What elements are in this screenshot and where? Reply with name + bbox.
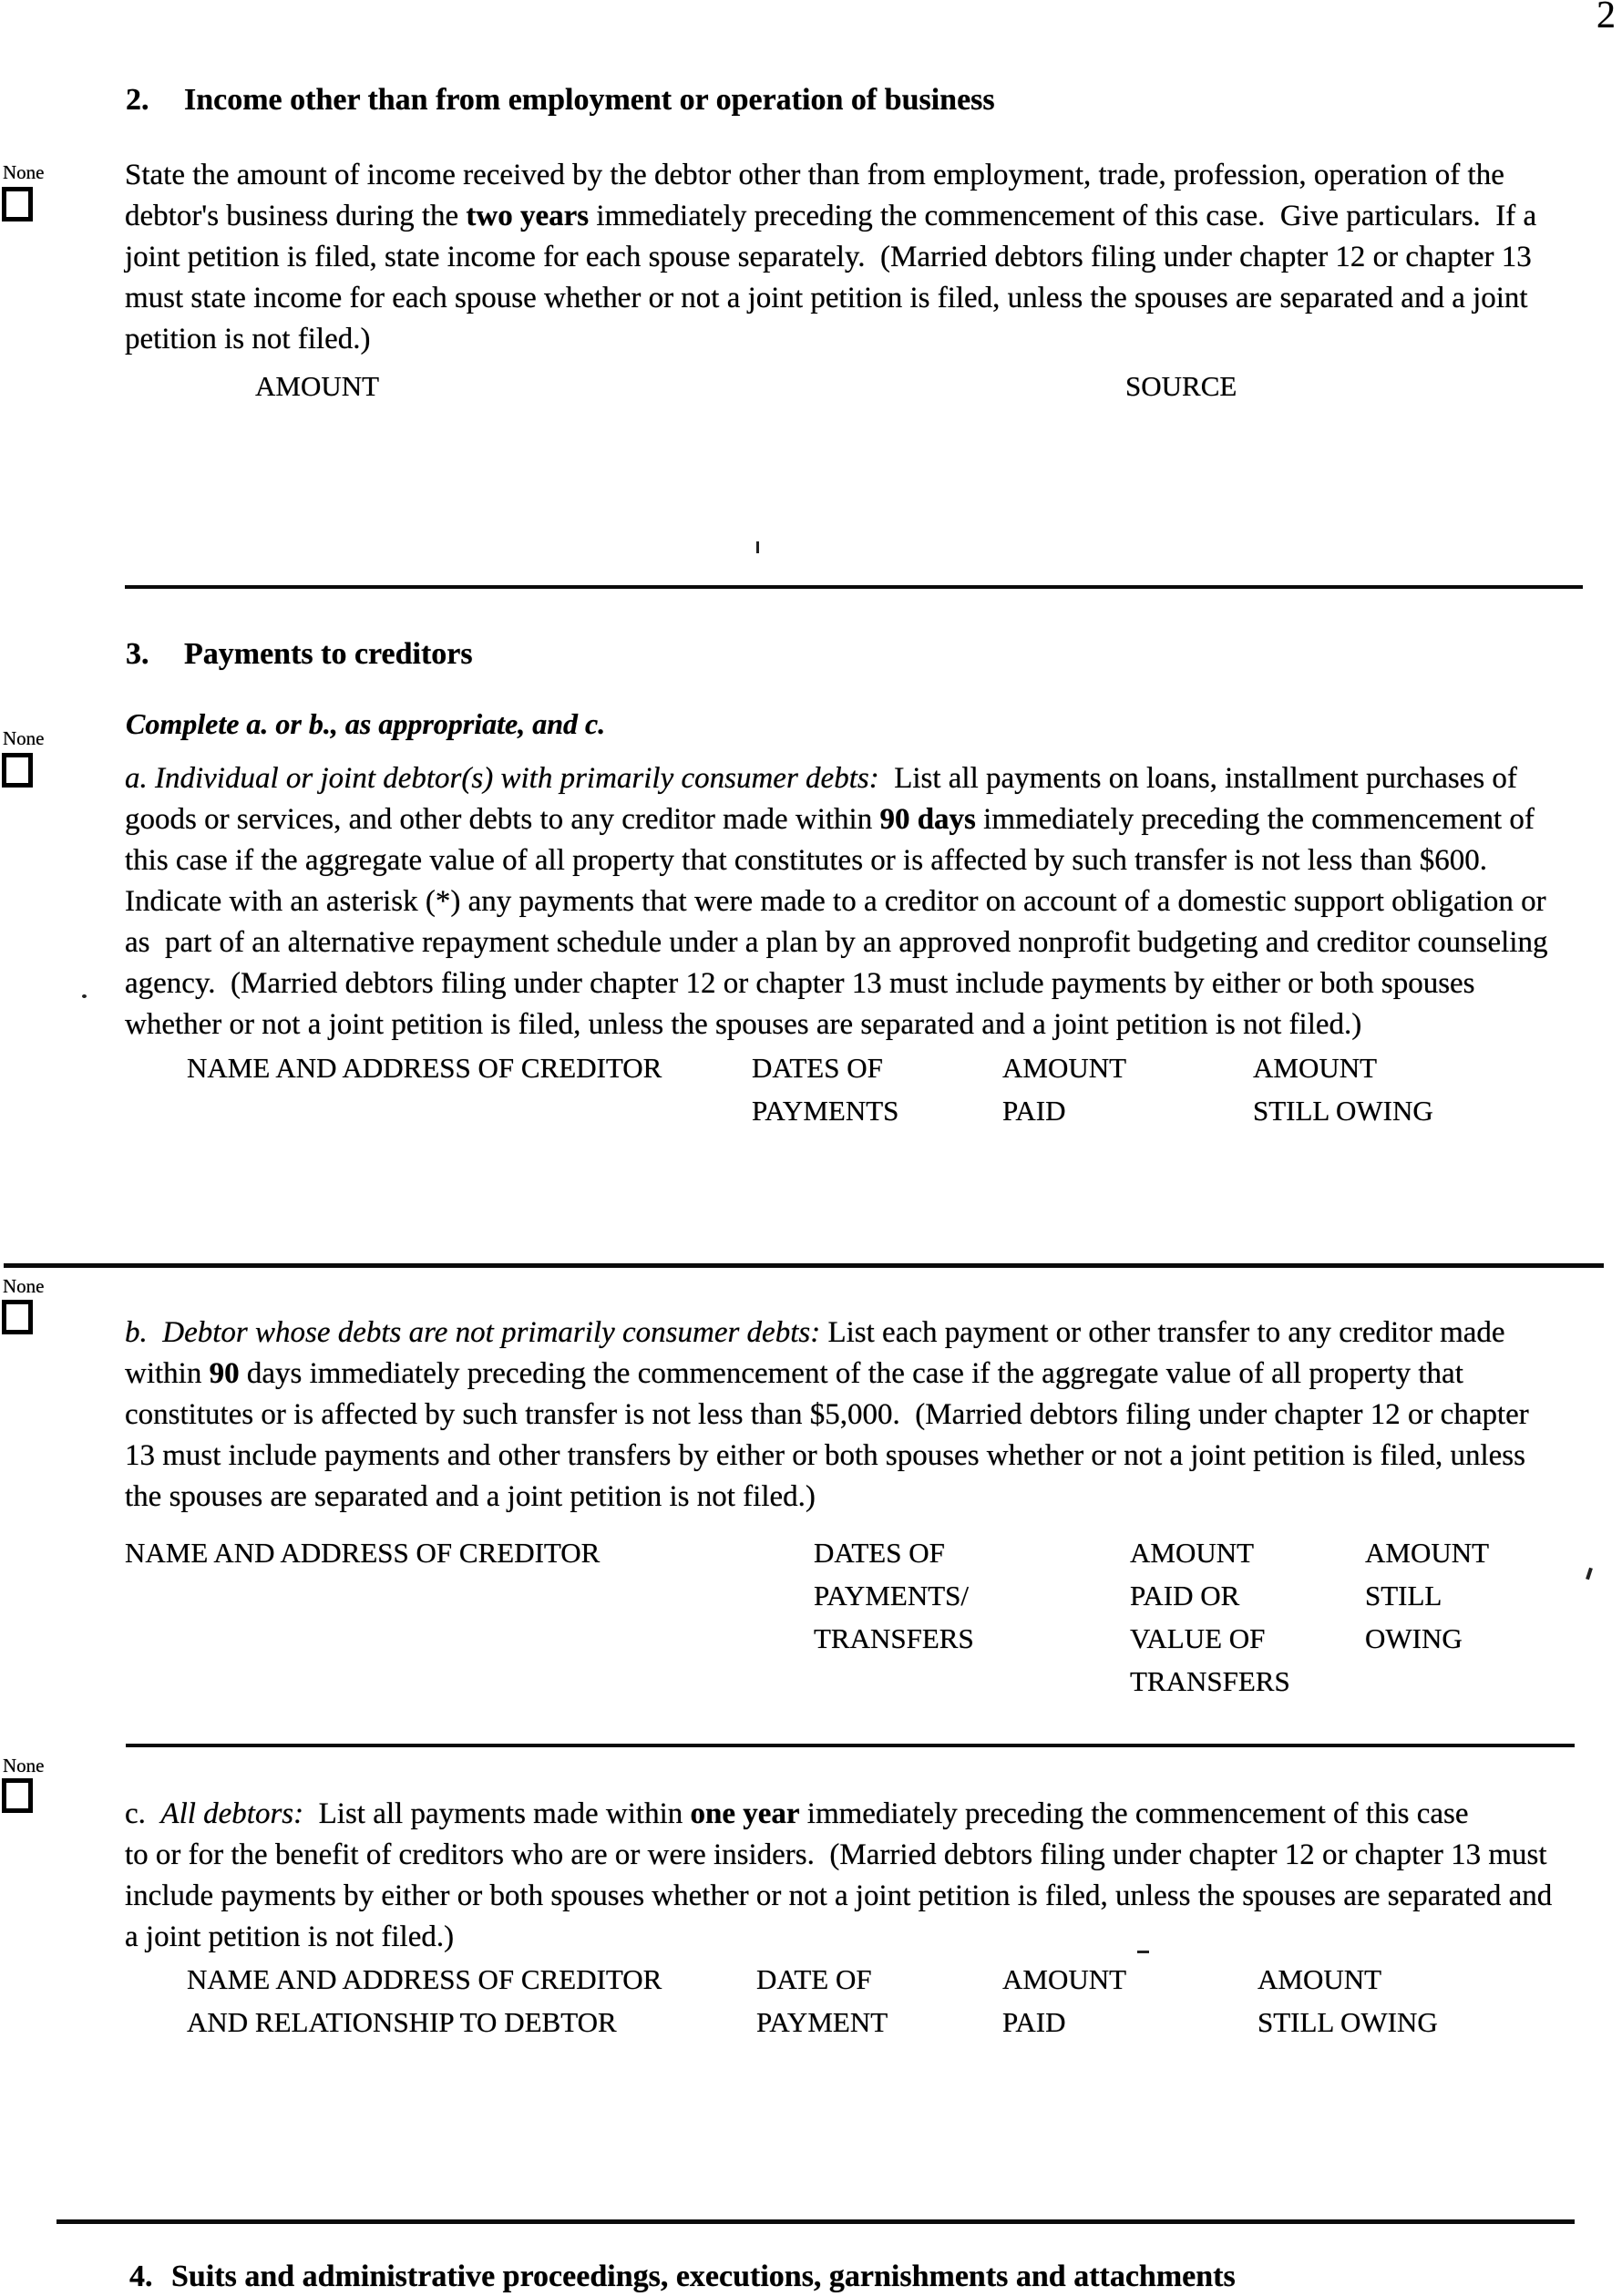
section-2-paragraph: State the amount of income received by the debtor other than from employment, trade, profession, operation of the debtor's business during the two years immediately preceding the commencement of this case. Give particulars. If a joint petition is filed, state income for each spouse separately. (Married debtors filing under chapter 12 or chapter 13 must state income for each spouse whether or not a joint petition is filed, unless the spouses are separated and a joint petition is not filed.) <box>125 159 1537 355</box>
table-c-col-date: DATE OF PAYMENT <box>756 1963 888 2038</box>
none-label-part-a: None <box>3 727 45 749</box>
part-c-paragraph: c. All debtors: List all payments made within one year immediately preceding the commencement of this case to or for the benefit of creditors who are or were insiders. (Married debtors filing under chapter 12 or chapter 13 must include payments by either or both spouses whether or not a joint petition is filed, unless the spouses are separated and a joint petition is not filed.) <box>125 1797 1553 1953</box>
section-divider <box>126 1744 1575 1747</box>
none-label-part-b: None <box>3 1275 45 1297</box>
section-2-title: Income other than from employment or operation of business <box>184 83 995 117</box>
table-a-col-dates: DATES OF PAYMENTS <box>752 1052 899 1127</box>
section-divider <box>4 1263 1604 1268</box>
section-divider <box>125 585 1583 589</box>
table-a-col-amount-paid: AMOUNT PAID <box>1002 1052 1127 1127</box>
amount-column-header: AMOUNT <box>255 370 380 402</box>
scan-artifact <box>756 541 759 553</box>
table-b-col-amount-paid: AMOUNT PAID OR VALUE OF TRANSFERS <box>1130 1537 1290 1697</box>
section-4-heading <box>129 2259 1236 2295</box>
source-column-header: SOURCE <box>1125 370 1237 402</box>
table-c-col-creditor: NAME AND ADDRESS OF CREDITOR AND RELATIONSHIP TO DEBTOR <box>187 1963 662 2038</box>
none-label-income: None <box>3 161 45 183</box>
section-3-number: 3. <box>126 637 149 671</box>
part-a-paragraph: a. Individual or joint debtor(s) with primarily consumer debts: List all payments on loans, installment purchases of goods or services, and other debts to any creditor made within 90 days immediately preceding the commencement of this case if the aggregate value of all property that constitutes or is affected by such transfer is not less than $600. Indicate with an asterisk (*) any payments that were made to a creditor on account of a domestic support obligation or as part of an alternative repayment schedule under a plan by an approved nonprofit budgeting and creditor counseling agency. (Married debtors filing under chapter 12 or chapter 13 must include payments by either or both spouses whether or not a joint petition is filed, unless the spouses are separated and a joint petition is not filed.) <box>125 762 1548 1041</box>
section-2-number: 2. <box>126 83 149 117</box>
table-b-col-dates: DATES OF PAYMENTS/ TRANSFERS <box>814 1537 974 1654</box>
table-b-col-amount-owing: AMOUNT STILL OWING <box>1365 1537 1490 1654</box>
scan-artifact <box>82 994 87 998</box>
section-3-instruction: Complete a. or b., as appropriate, and c. <box>126 707 606 740</box>
table-c-col-amount-paid: AMOUNT PAID <box>1002 1963 1127 2038</box>
table-c-col-amount-owing: AMOUNT STILL OWING <box>1258 1963 1438 2038</box>
none-checkbox-part-b[interactable] <box>2 1300 33 1334</box>
none-checkbox-part-c[interactable] <box>2 1778 33 1813</box>
section-divider <box>56 2219 1575 2224</box>
table-a-col-creditor: NAME AND ADDRESS OF CREDITOR <box>187 1052 662 1084</box>
section-2-heading <box>126 82 995 118</box>
table-b-col-creditor: NAME AND ADDRESS OF CREDITOR <box>125 1537 601 1569</box>
section-4-number: 4. <box>129 2260 153 2293</box>
none-checkbox-part-a[interactable] <box>2 753 33 788</box>
none-label-part-c: None <box>3 1755 45 1776</box>
table-a-col-amount-owing: AMOUNT STILL OWING <box>1253 1052 1433 1127</box>
part-b-paragraph: b. Debtor whose debts are not primarily consumer debts: List each payment or other transfer to any creditor made within 90 days immediately preceding the commencement of the case if the aggregate value of all property that constitutes or is affected by such transfer is not less than $5,000. (Married debtors filing under chapter 12 or chapter 13 must include payments and other transfers by either or both spouses whether or not a joint petition is filed, unless the spouses are separated and a joint petition is not filed.) <box>125 1316 1529 1513</box>
scan-artifact <box>1586 1568 1593 1580</box>
page-number: 2 <box>1596 0 1616 36</box>
none-checkbox-income[interactable] <box>2 187 33 221</box>
section-3-title: Payments to creditors <box>184 637 473 671</box>
section-3-heading <box>126 636 473 673</box>
scan-artifact <box>1137 1951 1149 1953</box>
section-4-title: Suits and administrative proceedings, executions, garnishments and attachments <box>171 2260 1236 2293</box>
